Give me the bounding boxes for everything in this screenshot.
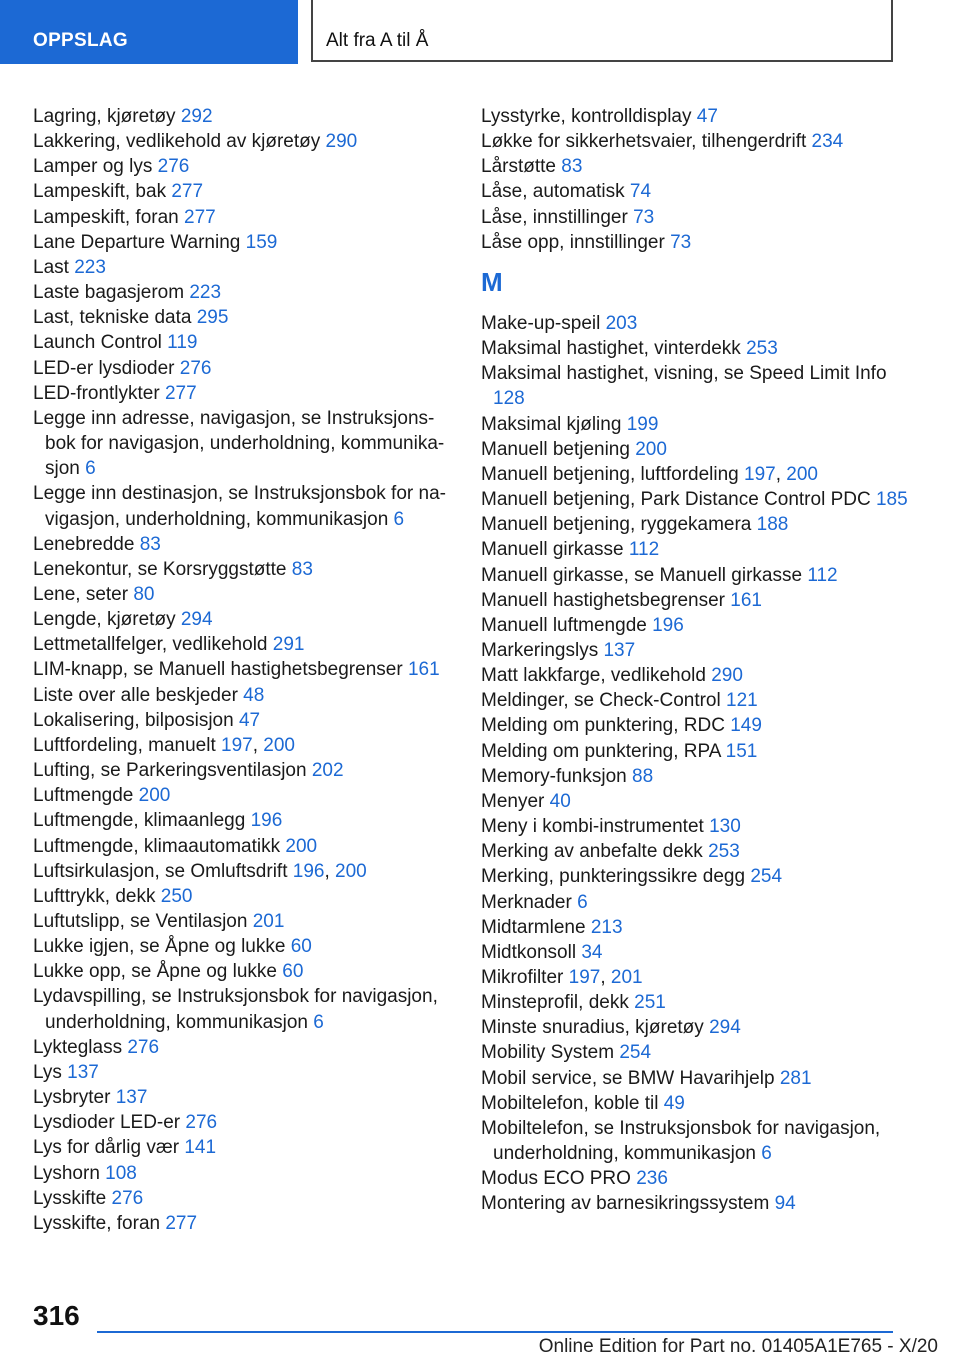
index-term: Manuell betjening, luftfordeling	[481, 463, 739, 485]
index-entry	[481, 688, 921, 713]
page-reference-link[interactable]: 60	[282, 961, 304, 983]
index-term: Legge inn destinasjon, se Instruksjonsbok for navigasjon, underholdning, kommunikasjon	[33, 483, 446, 530]
page-reference-link[interactable]: 108	[105, 1162, 137, 1184]
index-entry	[33, 657, 453, 682]
index-term: Luftsirkulasjon, se Omluftsdrift	[33, 860, 288, 882]
index-term: Matt lakkfarge, vedlikehold	[481, 665, 706, 687]
page-reference-link[interactable]: 6	[761, 1143, 772, 1165]
index-term: Legge inn adresse, navigasjon, se Instruksjonsbok for navigasjon, underholdning, kommunikasjon	[33, 407, 445, 480]
page-reference-link[interactable]: 188	[756, 514, 789, 536]
page-reference-link[interactable]: 213	[590, 916, 623, 938]
index-term: Manuell hastighetsbegrenser	[481, 589, 725, 611]
index-entry	[481, 336, 921, 361]
page-reference-link[interactable]: 291	[272, 634, 305, 656]
index-entry	[33, 607, 453, 632]
index-entry	[481, 412, 921, 437]
index-entry	[33, 1135, 453, 1160]
index-entry	[481, 1040, 921, 1065]
index-entry	[33, 1035, 453, 1060]
page-reference-link[interactable]: 94	[774, 1193, 796, 1215]
page-reference-link[interactable]: 137	[115, 1087, 148, 1109]
index-term: Minsteprofil, dekk	[481, 992, 629, 1014]
page-reference-link[interactable]: 236	[636, 1168, 668, 1190]
page-reference-link[interactable]: 276	[111, 1187, 144, 1209]
page-reference-link[interactable]: 83	[139, 533, 161, 555]
index-entry	[481, 104, 921, 129]
page-reference-link[interactable]: 277	[171, 181, 204, 203]
index-term: Manuell luftmengde	[481, 614, 647, 636]
index-entry	[33, 783, 453, 808]
index-entry: Luftsirkulasjon, se Omluftsdrift 196, 200	[33, 860, 367, 882]
index-entry	[33, 1161, 453, 1186]
index-term: Lakkering, vedlikehold av kjøretøy	[33, 131, 321, 153]
index-term: Lokalisering, bilposisjon	[33, 709, 234, 731]
index-entry	[33, 683, 453, 708]
page-reference-link[interactable]: 292	[180, 106, 213, 127]
page-reference-link[interactable]: 6	[85, 458, 96, 480]
index-term: Luftutslipp, se Ventilasjon	[33, 911, 248, 932]
page-reference-link[interactable]: 254	[750, 866, 783, 888]
index-term: Maksimal hastighet, visning, se Speed Limit Info	[481, 363, 887, 385]
index-entry	[481, 1116, 921, 1166]
index-group-l-continued	[481, 104, 921, 255]
page-reference-link[interactable]: 199	[626, 413, 659, 435]
section-tab-label: OPPSLAG	[33, 30, 129, 51]
index-entry	[33, 481, 453, 531]
page-reference-link[interactable]: 161	[407, 659, 440, 681]
index-entry	[481, 129, 921, 154]
index-term: Lagring, kjøretøy	[33, 106, 176, 127]
index-term: Lufting, se Parkeringsventilasjon	[33, 760, 307, 782]
index-term: Lane Departure Warning	[33, 231, 241, 253]
index-entry	[33, 230, 453, 255]
index-term: Lampeskift, foran	[33, 206, 179, 228]
index-entry	[481, 179, 921, 204]
index-term: Meldinger, se Check-Control	[481, 690, 721, 712]
index-entry	[481, 437, 921, 462]
index-term: Manuell betjening, ryggekamera	[481, 514, 752, 536]
index-term: Maksimal hastighet, vinterdekk	[481, 338, 741, 360]
index-term: Merking av anbefalte dekk	[481, 841, 703, 863]
index-term: Lamper og lys	[33, 156, 153, 178]
page-reference-link[interactable]: 200	[285, 835, 318, 857]
index-entry: Luftfordeling, manuelt 197, 200	[33, 734, 295, 756]
index-entry	[33, 179, 453, 204]
index-entry	[33, 632, 453, 657]
page-reference-link[interactable]: 137	[603, 639, 636, 661]
index-entry	[33, 104, 453, 129]
index-entry	[33, 532, 453, 557]
page-reference-link[interactable]: 250	[160, 885, 193, 907]
page-reference-link[interactable]: 200	[786, 463, 818, 485]
page-reference-link[interactable]: 295	[196, 307, 229, 329]
index-entry	[33, 1085, 453, 1110]
index-entry	[33, 280, 453, 305]
letter-heading-m: M	[481, 266, 503, 297]
page-reference-link[interactable]: 88	[632, 765, 654, 787]
index-entry	[481, 663, 921, 688]
index-entry: Mikrofilter 197, 201	[481, 967, 643, 988]
index-group-m	[481, 311, 921, 1217]
index-term: Melding om punktering, RDC	[481, 715, 725, 737]
index-entry	[33, 1211, 453, 1236]
page-reference-link[interactable]: 276	[157, 156, 190, 178]
page-reference-link[interactable]: 60	[290, 936, 312, 958]
index-term: Lettmetallfelger, vedlikehold	[33, 634, 268, 656]
index-term: Lyshorn	[33, 1162, 100, 1184]
index-entry	[33, 884, 453, 909]
page-reference-link[interactable]: 253	[746, 338, 778, 360]
chapter-title-box	[311, 0, 893, 62]
index-term: Lysstyrke, kontrolldisplay	[481, 106, 692, 127]
index-term: Låse opp, innstillinger	[481, 231, 665, 253]
index-term: Liste over alle beskjeder	[33, 684, 238, 706]
page-reference-link[interactable]: 223	[74, 256, 106, 278]
index-term: Mobility System	[481, 1042, 615, 1064]
index-term: Lukke opp, se Åpne og lukke	[33, 961, 278, 983]
index-entry	[33, 255, 453, 280]
index-term: Lenekontur, se Korsryggstøtte	[33, 558, 287, 580]
index-entry	[33, 984, 453, 1034]
index-entry	[481, 814, 921, 839]
index-term: Maksimal kjøling	[481, 413, 622, 435]
index-entry	[481, 789, 921, 814]
index-entry	[481, 512, 921, 537]
index-entry	[481, 839, 921, 864]
index-entry	[481, 1091, 921, 1116]
index-term: Lenebredde	[33, 533, 135, 555]
index-entry	[481, 154, 921, 179]
index-term: Laste bagasjerom	[33, 282, 185, 304]
index-term: Midtkonsoll	[481, 941, 577, 963]
page-reference-link[interactable]: 254	[619, 1042, 652, 1064]
index-term: Mobil service, se BMW Havarihjelp	[481, 1067, 775, 1089]
page-reference-link[interactable]: 290	[711, 665, 743, 687]
page-reference-link[interactable]: 34	[581, 941, 603, 963]
index-entry	[481, 915, 921, 940]
page-reference-link[interactable]: 74	[629, 181, 652, 203]
index-term: Memory-funksjon	[481, 765, 627, 787]
index-entry	[481, 1166, 921, 1191]
index-term: Lysdioder LED-er	[33, 1112, 181, 1134]
index-term: Last	[33, 256, 69, 278]
index-term: Lengde, kjøretøy	[33, 609, 176, 631]
page-reference-link[interactable]: 203	[605, 312, 638, 334]
index-term: Låse, automatisk	[481, 181, 625, 203]
page-reference-link[interactable]: 49	[663, 1092, 685, 1114]
page-reference-link[interactable]: 276	[127, 1036, 160, 1058]
index-term: Lys	[33, 1061, 62, 1083]
index-entry	[33, 959, 453, 984]
index-term: Lene, seter	[33, 583, 129, 605]
index-entry	[33, 1110, 453, 1135]
page-reference-link[interactable]: 161	[730, 589, 762, 611]
page-reference-link[interactable]: 80	[133, 583, 155, 605]
index-entry	[481, 1191, 921, 1216]
index-entry	[481, 361, 921, 411]
page-reference-link[interactable]: 47	[696, 106, 718, 127]
index-entry	[33, 356, 453, 381]
page-reference-link[interactable]: 47	[238, 709, 261, 731]
page-reference-link[interactable]: 196	[292, 860, 325, 882]
index-entry	[33, 129, 453, 154]
index-term: Manuell betjening, Park Distance Control PDC	[481, 489, 871, 511]
index-entry	[481, 1066, 921, 1091]
index-term: Mobiltelefon, koble til	[481, 1092, 659, 1114]
index-entry	[33, 305, 453, 330]
index-entry	[481, 890, 921, 915]
index-term: LED-er lysdioder	[33, 357, 175, 379]
index-entry	[481, 537, 921, 562]
page-reference-link[interactable]: 137	[67, 1061, 99, 1083]
index-entry	[481, 864, 921, 889]
page-reference-link[interactable]: 130	[709, 816, 741, 838]
index-term: Løkke for sikkerhetsvaier, tilhengerdrift	[481, 131, 807, 153]
index-term: LIM-knapp, se Manuell hastighetsbegrenser	[33, 659, 403, 681]
index-entry	[33, 381, 453, 406]
index-entry	[481, 563, 921, 588]
page-reference-link[interactable]: 197	[568, 967, 601, 988]
index-term: Lukke igjen, se Åpne og lukke	[33, 936, 286, 958]
page-reference-link[interactable]: 83	[561, 156, 583, 178]
index-term: Manuell betjening	[481, 438, 630, 460]
page-reference-link[interactable]: 197	[221, 734, 253, 756]
index-entry	[481, 638, 921, 663]
chapter-title: Alt fra A til Å	[326, 30, 429, 51]
page-reference-link[interactable]: 253	[708, 841, 740, 863]
page-reference-link[interactable]: 294	[709, 1017, 741, 1039]
index-entry	[481, 1015, 921, 1040]
page-reference-link[interactable]: 196	[652, 614, 684, 636]
index-term: Mikrofilter	[481, 967, 564, 988]
index-entry	[33, 834, 453, 859]
index-entry	[481, 764, 921, 789]
page-reference-link[interactable]: 201	[252, 911, 285, 932]
index-term: Lys for dårlig vær	[33, 1137, 180, 1159]
page-reference-link[interactable]: 6	[313, 1011, 324, 1033]
index-entry	[33, 582, 453, 607]
page-reference-link[interactable]: 281	[779, 1067, 812, 1089]
page-reference-link[interactable]: 223	[189, 282, 222, 304]
page-reference-link[interactable]: 6	[577, 891, 588, 913]
index-term: Meny i kombi-instrumentet	[481, 816, 704, 838]
index-term: Luftfordeling, manuelt	[33, 734, 216, 756]
edition-text: Online Edition for Part no. 01405A1E765 - X/20	[538, 1336, 938, 1357]
page-reference-link[interactable]: 159	[245, 231, 278, 253]
index-term: Manuell girkasse, se Manuell girkasse	[481, 564, 803, 586]
page-reference-link[interactable]: 200	[635, 438, 667, 460]
index-entry	[33, 557, 453, 582]
index-entry	[481, 205, 921, 230]
index-entry	[33, 934, 453, 959]
index-term: Melding om punktering, RPA	[481, 740, 721, 762]
page-reference-link[interactable]: 48	[243, 684, 265, 706]
page-reference-link[interactable]: 121	[726, 690, 758, 712]
page-reference-link[interactable]: 251	[634, 992, 666, 1014]
index-entry	[33, 909, 453, 934]
index-entry	[33, 758, 453, 783]
index-entry	[481, 713, 921, 738]
index-term: Lykteglass	[33, 1036, 123, 1058]
index-term: Make-up-speil	[481, 312, 601, 334]
index-column-left	[33, 104, 453, 1236]
index-term: Launch Control	[33, 332, 162, 354]
index-term: Luftmengde, klimaautomatikk	[33, 835, 281, 857]
page-reference-link[interactable]: 234	[811, 131, 844, 153]
page-reference-link[interactable]: 128	[493, 388, 525, 410]
index-term: Montering av barnesikringssystem	[481, 1193, 770, 1215]
index-entry	[481, 739, 921, 764]
index-entry	[33, 154, 453, 179]
page-reference-link[interactable]: 202	[311, 760, 344, 782]
page-reference-link[interactable]: 200	[138, 785, 171, 807]
index-term: Mobiltelefon, se Instruksjonsbok for navigasjon, underholdning, kommunikasjon	[481, 1117, 881, 1165]
page-reference-link[interactable]: 40	[549, 790, 571, 812]
page-reference-link[interactable]: 83	[291, 558, 313, 580]
page-reference-link[interactable]: 185	[875, 489, 908, 511]
page-reference-link[interactable]: 277	[164, 382, 197, 404]
index-term: Modus ECO PRO	[481, 1168, 631, 1190]
index-term: Menyer	[481, 790, 545, 812]
index-entry	[33, 330, 453, 355]
index-term: Låse, innstillinger	[481, 206, 628, 228]
index-term: Midtarmlene	[481, 916, 586, 938]
index-entry	[481, 613, 921, 638]
index-entry	[33, 808, 453, 833]
page-reference-link[interactable]: 149	[730, 715, 762, 737]
page-reference-link[interactable]: 200	[335, 860, 367, 882]
index-term: Lufttrykk, dekk	[33, 885, 156, 907]
index-entry	[33, 1186, 453, 1211]
page-reference-link[interactable]: 151	[725, 740, 758, 762]
index-entry	[481, 990, 921, 1015]
page-reference-link[interactable]: 200	[263, 734, 295, 756]
page-reference-link[interactable]: 196	[250, 810, 283, 832]
section-tab	[0, 0, 298, 64]
page-reference-link[interactable]: 112	[628, 539, 660, 561]
page-reference-link[interactable]: 73	[633, 206, 655, 228]
page-reference-link[interactable]: 6	[393, 508, 405, 530]
page-reference-link[interactable]: 276	[185, 1112, 218, 1134]
page-reference-link[interactable]: 201	[610, 967, 643, 988]
page-reference-link[interactable]: 197	[744, 463, 776, 485]
index-term: Lysskifte	[33, 1187, 107, 1209]
page-reference-link[interactable]: 290	[325, 131, 358, 153]
index-entry	[481, 311, 921, 336]
index-column-right	[481, 104, 921, 1217]
page-reference-link[interactable]: 276	[179, 357, 212, 379]
page-reference-link[interactable]: 294	[180, 609, 213, 631]
index-entry	[33, 205, 453, 230]
page-reference-link[interactable]: 73	[670, 231, 692, 253]
index-entry	[481, 588, 921, 613]
index-term: Lysbryter	[33, 1087, 111, 1109]
index-entry	[33, 406, 453, 481]
index-term: Lysskifte, foran	[33, 1212, 161, 1234]
page-reference-link[interactable]: 119	[167, 332, 198, 354]
page-number: 316	[33, 1300, 80, 1331]
index-term: Last, tekniske data	[33, 307, 192, 329]
index-entry	[33, 1060, 453, 1085]
index-term: Merknader	[481, 891, 572, 913]
index-term: Markeringslys	[481, 639, 599, 661]
index-entry	[481, 940, 921, 965]
index-entry	[481, 230, 921, 255]
index-entry: Manuell betjening, luftfordeling 197, 200	[481, 463, 818, 485]
page-reference-link[interactable]: 277	[165, 1212, 198, 1234]
index-term: Manuell girkasse	[481, 539, 624, 561]
page-reference-link[interactable]: 277	[184, 206, 216, 228]
index-entry	[33, 708, 453, 733]
index-entry	[481, 487, 921, 512]
index-term: LED-frontlykter	[33, 382, 160, 404]
page-reference-link[interactable]: 141	[184, 1137, 217, 1159]
index-term: Minste snuradius, kjøretøy	[481, 1017, 704, 1039]
page-reference-link[interactable]: 112	[807, 564, 838, 586]
index-term: Merking, punkteringssikre degg	[481, 866, 746, 888]
index-term: Luftmengde, klimaanlegg	[33, 810, 246, 832]
index-term: Lårstøtte	[481, 156, 556, 178]
index-term: Lampeskift, bak	[33, 181, 167, 203]
index-term: Lydavspilling, se Instruksjonsbok for navigasjon, underholdning, kommunikasjon	[33, 986, 438, 1033]
index-term: Luftmengde	[33, 785, 134, 807]
footer-divider	[97, 1331, 893, 1333]
